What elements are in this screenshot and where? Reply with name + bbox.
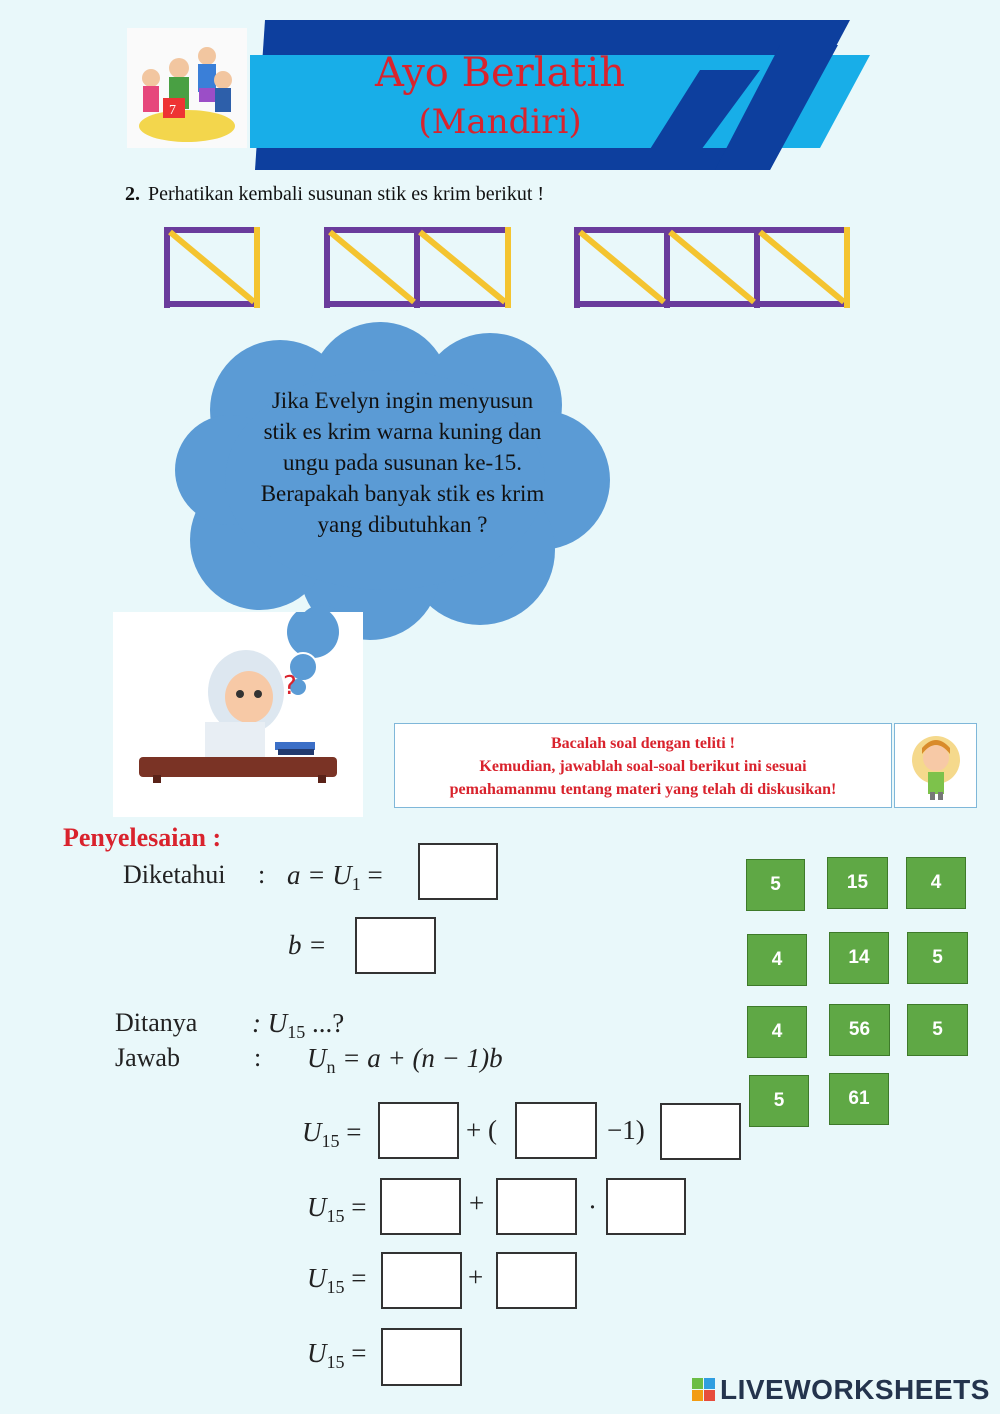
question-prompt [125,183,544,206]
a-equation [287,860,383,895]
thinking-girl-illustration [113,612,363,817]
u15-eq: = [344,1338,367,1368]
u15-u: U [307,1263,327,1293]
u15-eq: = [339,1117,362,1147]
ditanya-u: : U [252,1008,288,1038]
cloud-question [225,385,580,540]
u15-u: U [302,1117,322,1147]
row1-n-input[interactable] [515,1102,597,1159]
u15-sub: 15 [326,1277,345,1297]
formula-sub: n [326,1057,336,1077]
liveworksheets-brand[interactable]: LIVEWORKSHEETS [720,1374,990,1405]
row2-factor1-input[interactable] [496,1178,577,1235]
answer-tile[interactable]: 5 [907,1004,968,1056]
answer-tile[interactable]: 15 [827,857,888,909]
row1-a-input[interactable] [378,1102,459,1159]
u15-row3-label [307,1263,366,1298]
general-formula [307,1043,503,1078]
row1-minus-one: −1) [607,1115,645,1145]
formula-rest: = a + (n − 1)b [335,1043,503,1073]
notice-line: Kemudian, jawablah soal-soal berikut ini sesuai [479,758,807,775]
cloud-line: ungu pada susunan ke-15. [283,450,522,475]
answer-b-input[interactable] [355,917,436,974]
teacher-icon [895,724,978,809]
answer-tile[interactable]: 4 [747,1006,807,1058]
b-equation: b = [288,930,327,960]
solution-heading: Penyelesaian : [63,823,222,852]
diketahui-colon: : [258,860,266,889]
jawab-label: Jawab [115,1043,180,1072]
ditanya-value [252,1008,344,1043]
diketahui-label: Diketahui [123,860,226,889]
ditanya-sub: 15 [287,1022,306,1042]
u15-eq: = [344,1263,367,1293]
answer-tile[interactable]: 14 [829,932,889,984]
notice-line: pemahamanmu tentang materi yang telah di diskusikan! [449,781,837,798]
u15-sub: 15 [321,1131,340,1151]
row1-b-input[interactable] [660,1103,741,1160]
answer-tile[interactable]: 5 [907,932,968,984]
u15-row4-label [307,1338,366,1373]
answer-tile[interactable]: 61 [829,1073,889,1125]
page-subtitle: (Mandiri) [418,102,582,142]
row2-a-input[interactable] [380,1178,461,1235]
row4-result-input[interactable] [381,1328,462,1386]
cloud-line: yang dibutuhkan ? [317,512,488,537]
u15-u: U [307,1338,327,1368]
answer-tile[interactable]: 5 [746,859,805,911]
ditanya-label: Ditanya [115,1008,198,1037]
u15-row1-label [302,1117,361,1152]
jawab-colon: : [254,1043,262,1072]
question-text: Perhatikan kembali susunan stik es krim berikut ! [148,183,545,205]
liveworksheets-logo-icon [692,1378,716,1402]
row3-a-input[interactable] [381,1252,462,1309]
a-expr: a = U [287,860,352,890]
row2-plus: + [469,1188,485,1218]
answer-tile[interactable]: 4 [747,934,807,986]
teacher-avatar [894,723,977,808]
a-sub: 1 [351,874,361,894]
a-eq: = [367,860,383,890]
stick-pattern-2 [325,227,508,308]
cloud-line: stik es krim warna kuning dan [263,419,542,444]
instruction-notice [394,723,892,808]
cloud-line: Berapakah banyak stik es krim [260,481,545,506]
u15-u: U [307,1192,327,1222]
answer-tile[interactable]: 56 [829,1004,890,1056]
formula-u: U [307,1043,327,1073]
row1-plus-paren: + ( [466,1115,497,1145]
page-title: Ayo Berlatih [374,50,626,96]
notice-line: Bacalah soal dengan teliti ! [550,735,735,752]
question-number: 2. [125,183,140,205]
kids-reading-illustration [127,28,247,148]
u15-row2-label [307,1192,366,1227]
svg-text:?: ? [283,671,297,701]
answer-tile[interactable]: 4 [906,857,966,909]
answer-a-input[interactable] [418,843,498,900]
cloud-line: Jika Evelyn ingin menyusun [271,388,534,413]
row2-dot: · [588,1192,597,1222]
u15-sub: 15 [326,1352,345,1372]
row2-factor2-input[interactable] [606,1178,686,1235]
u15-eq: = [344,1192,367,1222]
stick-pattern-figure [0,220,1000,315]
stick-pattern-1 [165,227,257,308]
ditanya-rest: ...? [305,1008,345,1038]
svg-text:7: 7 [169,103,176,118]
row3-product-input[interactable] [496,1252,577,1309]
answer-tile[interactable]: 5 [749,1075,809,1127]
u15-sub: 15 [326,1206,345,1226]
row3-plus: + [468,1262,484,1292]
stick-pattern-3 [575,227,848,308]
